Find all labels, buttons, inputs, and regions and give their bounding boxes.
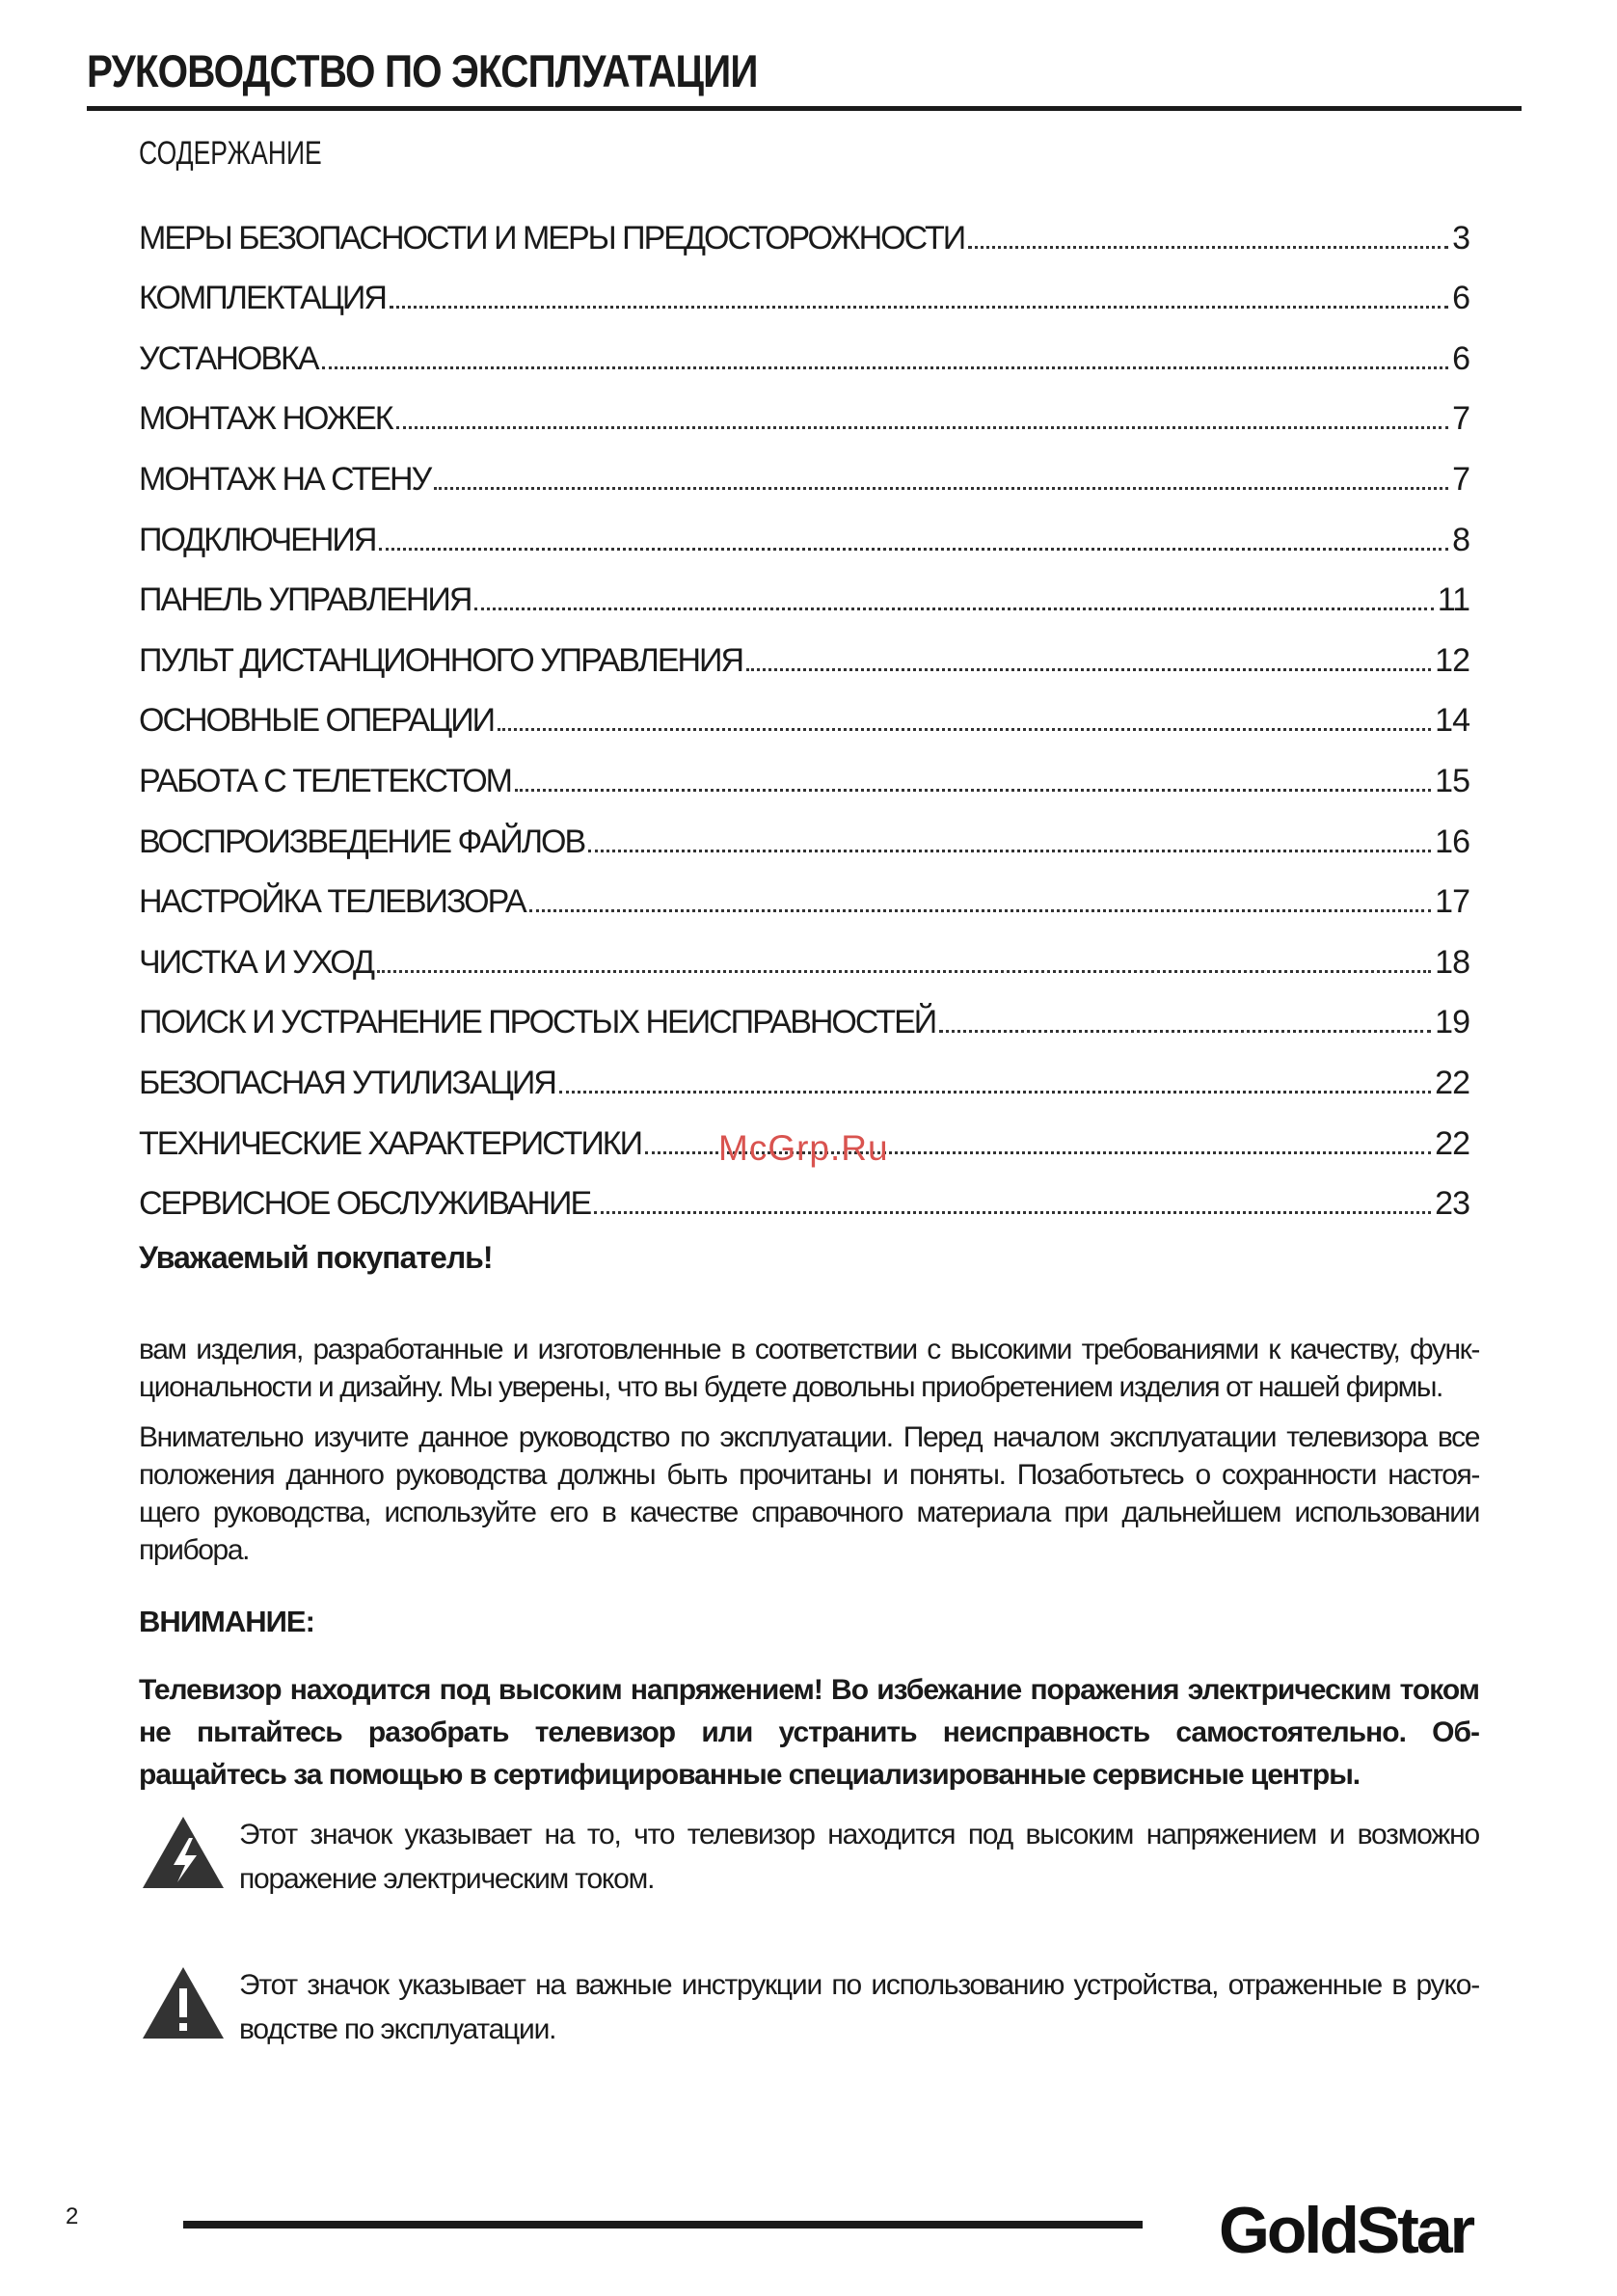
toc-item-title: БЕЗОПАСНАЯ УТИЛИЗАЦИЯ bbox=[139, 1064, 555, 1101]
footer-divider bbox=[183, 2221, 1143, 2228]
toc-item[interactable] bbox=[139, 740, 1469, 800]
toc-item-title: ПОДКЛЮЧЕНИЯ bbox=[139, 521, 376, 558]
toc-item-title: УСТАНОВКА bbox=[139, 339, 318, 377]
toc-leader-dots bbox=[474, 607, 1433, 610]
toc-item-title: МОНТАЖ НА СТЕНУ bbox=[139, 460, 431, 498]
toc-item[interactable] bbox=[139, 257, 1469, 318]
toc-item-title: ПАНЕЛЬ УПРАВЛЕНИЯ bbox=[139, 581, 472, 619]
toc-item-title: РАБОТА С ТЕЛЕТЕКСТОМ bbox=[139, 762, 511, 799]
toc-item-page: 17 bbox=[1435, 883, 1469, 921]
toc-item[interactable] bbox=[139, 559, 1469, 620]
toc-leader-dots bbox=[377, 969, 1431, 973]
table-of-contents bbox=[139, 197, 1469, 1223]
toc-leader-dots bbox=[390, 305, 1448, 309]
toc-item-title: ВОСПРОИЗВЕДЕНИЕ ФАЙЛОВ bbox=[139, 823, 585, 860]
watermark: McGrp.Ru bbox=[718, 1128, 889, 1168]
toc-leader-dots bbox=[588, 849, 1431, 852]
toc-item-title: МЕРЫ БЕЗОПАСНОСТИ И МЕРЫ ПРЕДОСТОРОЖНОСТИ bbox=[139, 219, 965, 257]
page-number: 2 bbox=[66, 2203, 79, 2229]
toc-item-page: 14 bbox=[1435, 702, 1469, 740]
toc-item[interactable] bbox=[139, 619, 1469, 680]
voltage-warning: Телевизор находится под высоким напряжением! Во избежание поражения электрическим током не пытайтесь разобрать телевизор или устранить неисправность самостоятельно. Об- ращайтесь за помощью в сертифицированные специализированные сервисные центры. bbox=[139, 1674, 1479, 1791]
toc-item-title: НАСТРОЙКА ТЕЛЕВИЗОРА bbox=[139, 883, 526, 921]
toc-leader-dots bbox=[559, 1090, 1431, 1094]
toc-item-title: ПОИСК И УСТРАНЕНИЕ ПРОСТЫХ НЕИСПРАВНОСТЕЙ bbox=[139, 1004, 936, 1041]
toc-item[interactable] bbox=[139, 1041, 1469, 1102]
toc-item-title: ПУЛЬТ ДИСТАНЦИОННОГО УПРАВЛЕНИЯ bbox=[139, 641, 743, 679]
icon-note bbox=[139, 1963, 1479, 2052]
toc-item[interactable] bbox=[139, 680, 1469, 741]
toc-item[interactable] bbox=[139, 1163, 1469, 1224]
toc-item[interactable] bbox=[139, 800, 1469, 861]
toc-leader-dots bbox=[498, 727, 1431, 731]
icon-note-text: Этот значок указывает на то, что телевизор находится под высоким напряжением и возможно поражение электрическим током. bbox=[239, 1819, 1479, 1895]
toc-leader-dots bbox=[434, 486, 1448, 490]
toc-item-page: 11 bbox=[1437, 581, 1469, 619]
toc-item[interactable] bbox=[139, 499, 1469, 559]
intro-paragraph: вам изделия, разработанные и изготовленные в соответствии с высокими требованиями к качеству, функ- циональности и дизайну. Мы уверены, что вы будете довольны приобретением изделия от нашей фирмы. bbox=[139, 1334, 1479, 1403]
toc-item-title: ОСНОВНЫЕ ОПЕРАЦИИ bbox=[139, 702, 495, 740]
brand-logo: GoldStar bbox=[1219, 2194, 1473, 2267]
toc-leader-dots bbox=[594, 1210, 1431, 1214]
toc-item-title: ТЕХНИЧЕСКИЕ ХАРАКТЕРИСТИКИ bbox=[139, 1124, 642, 1162]
toc-leader-dots bbox=[515, 788, 1431, 792]
toc-item-title: КОМПЛЕКТАЦИЯ bbox=[139, 280, 386, 317]
title-divider bbox=[87, 106, 1522, 111]
toc-item-page: 3 bbox=[1452, 219, 1469, 257]
toc-item[interactable] bbox=[139, 921, 1469, 982]
attention-label: ВНИМАНИЕ: bbox=[139, 1605, 314, 1638]
toc-item-page: 7 bbox=[1452, 460, 1469, 498]
toc-leader-dots bbox=[529, 908, 1432, 912]
toc-item[interactable] bbox=[139, 317, 1469, 378]
toc-item-page: 6 bbox=[1452, 280, 1469, 317]
toc-item-page: 8 bbox=[1452, 521, 1469, 558]
toc-leader-dots bbox=[396, 425, 1448, 429]
toc-item[interactable] bbox=[139, 982, 1469, 1042]
toc-item-title: ЧИСТКА И УХОД bbox=[139, 943, 373, 981]
toc-item-page: 19 bbox=[1435, 1004, 1469, 1041]
toc-item[interactable] bbox=[139, 438, 1469, 499]
toc-item-page: 22 bbox=[1435, 1064, 1469, 1101]
toc-item-page: 22 bbox=[1435, 1124, 1469, 1162]
toc-leader-dots bbox=[939, 1029, 1431, 1033]
high-voltage-warning-icon bbox=[139, 1813, 228, 1897]
toc-item-page: 23 bbox=[1435, 1185, 1469, 1223]
toc-item-title: МОНТАЖ НОЖЕК bbox=[139, 400, 392, 438]
toc-item-page: 7 bbox=[1452, 400, 1469, 438]
toc-item-page: 15 bbox=[1435, 762, 1469, 799]
icon-note-text: Этот значок указывает на важные инструкции по использованию устройства, отраженные в руко- водстве по эксплуатации. bbox=[239, 1969, 1479, 2045]
exclamation-warning-icon bbox=[139, 1963, 228, 2047]
toc-leader-dots bbox=[968, 245, 1448, 249]
toc-heading: СОДЕРЖАНИЕ bbox=[139, 135, 322, 172]
toc-item[interactable] bbox=[139, 197, 1469, 257]
toc-item[interactable] bbox=[139, 861, 1469, 922]
toc-item-page: 18 bbox=[1435, 943, 1469, 981]
toc-item-page: 6 bbox=[1452, 339, 1469, 377]
toc-item-title: СЕРВИСНОЕ ОБСЛУЖИВАНИЕ bbox=[139, 1185, 591, 1223]
toc-leader-dots bbox=[322, 365, 1449, 369]
greeting: Уважаемый покупатель! bbox=[139, 1240, 493, 1275]
toc-item-page: 12 bbox=[1435, 641, 1469, 679]
page-title: РУКОВОДСТВО ПО ЭКСПЛУАТАЦИИ bbox=[87, 45, 758, 96]
icon-note bbox=[139, 1813, 1479, 1902]
toc-leader-dots bbox=[746, 667, 1431, 671]
instructions-paragraph: Внимательно изучите данное руководство по эксплуатации. Перед началом эксплуатации телевизора все положения данного руководства должны быть прочитаны и поняты. Позаботьтесь о сохранности настоя- щего руководства, используйте его в качестве справочного материала при дальнейшем использовании прибора. bbox=[139, 1421, 1479, 1566]
toc-item-page: 16 bbox=[1435, 823, 1469, 860]
toc-item[interactable] bbox=[139, 378, 1469, 439]
toc-leader-dots bbox=[379, 547, 1448, 551]
